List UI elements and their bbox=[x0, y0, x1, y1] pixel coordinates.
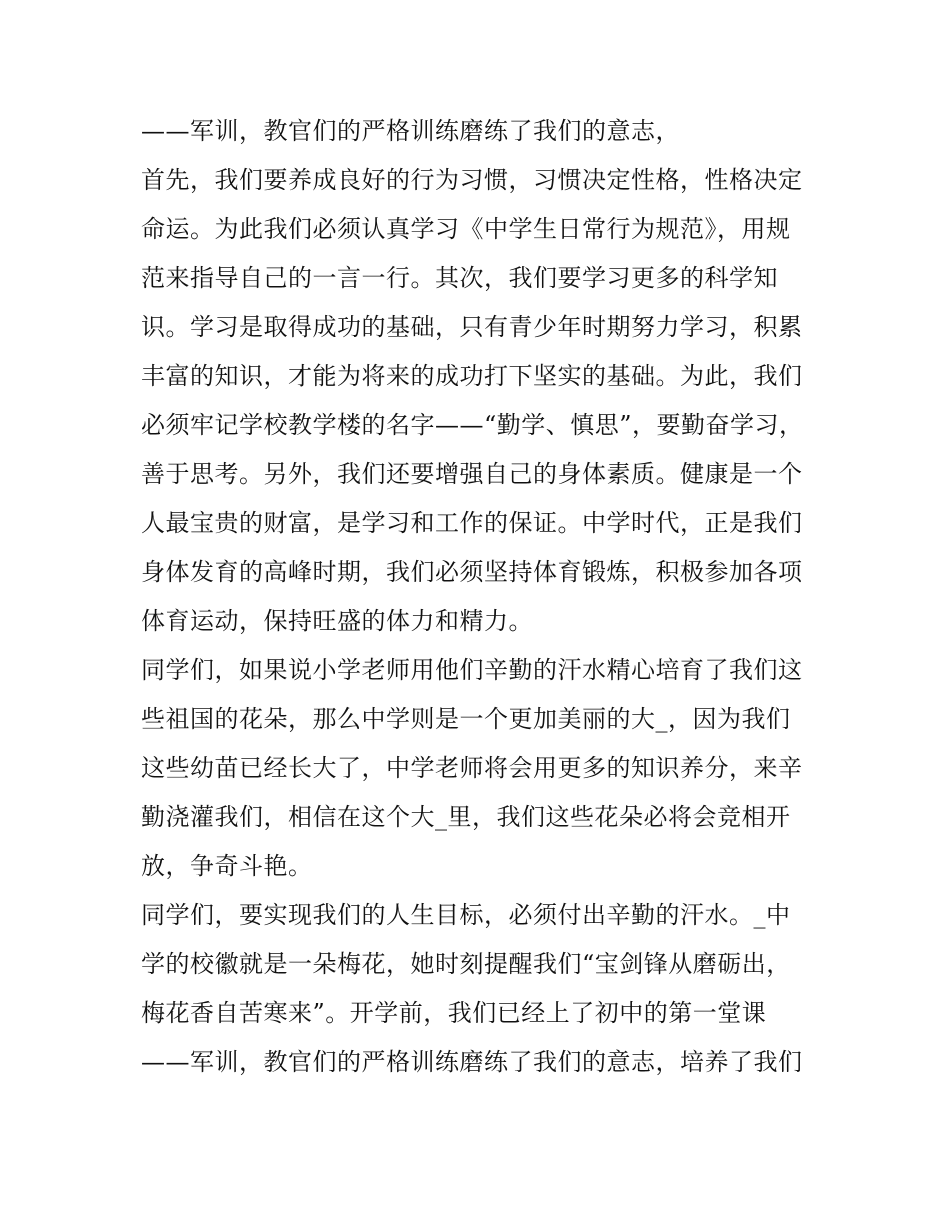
text-line: 命运。为此我们必须认真学习《中学生日常行为规范》，用规 bbox=[141, 215, 791, 243]
text-line: 识。学习是取得成功的基础，只有青少年时期努力学习，积累 bbox=[141, 313, 803, 341]
text-line: 人最宝贵的财富，是学习和工作的保证。中学时代，正是我们 bbox=[141, 509, 803, 537]
text-line: 必须牢记学校教学楼的名字——“勤学、慎思”，要勤奋学习， bbox=[141, 411, 804, 439]
text-line: ——军训，教官们的严格训练磨练了我们的意志，培养了我们 bbox=[141, 1048, 803, 1076]
text-line: 身体发育的高峰时期，我们必须坚持体育锻炼，积极参加各项 bbox=[141, 558, 803, 586]
text-line: 同学们，如果说小学老师用他们辛勤的汗水精心培育了我们这 bbox=[141, 656, 803, 684]
text-line: ——军训，教官们的严格训练磨练了我们的意志， bbox=[141, 117, 680, 145]
text-line: 这些幼苗已经长大了，中学老师将会用更多的知识养分，来辛 bbox=[141, 754, 803, 782]
text-line: 学的校徽就是一朵梅花，她时刻提醒我们“宝剑锋从磨砺出， bbox=[141, 950, 791, 978]
text-line: 善于思考。另外，我们还要增强自己的身体素质。健康是一个 bbox=[141, 460, 803, 488]
text-line: 梅花香自苦寒来”。开学前，我们已经上了初中的第一堂课 bbox=[141, 999, 767, 1027]
text-line: 勤浇灌我们，相信在这个大_里，我们这些花朵必将会竞相开 bbox=[141, 803, 791, 831]
text-line: 丰富的知识，才能为将来的成功打下坚实的基础。为此，我们 bbox=[141, 362, 803, 390]
text-line: 放，争奇斗艳。 bbox=[141, 852, 313, 880]
text-line: 同学们，要实现我们的人生目标，必须付出辛勤的汗水。_中 bbox=[141, 901, 791, 929]
text-line: 首先，我们要养成良好的行为习惯，习惯决定性格，性格决定 bbox=[141, 166, 803, 194]
text-line: 范来指导自己的一言一行。其次，我们要学习更多的科学知 bbox=[141, 264, 778, 292]
text-line: 些祖国的花朵，那么中学则是一个更加美丽的大_，因为我们 bbox=[141, 705, 791, 733]
text-line: 体育运动，保持旺盛的体力和精力。 bbox=[141, 607, 533, 635]
